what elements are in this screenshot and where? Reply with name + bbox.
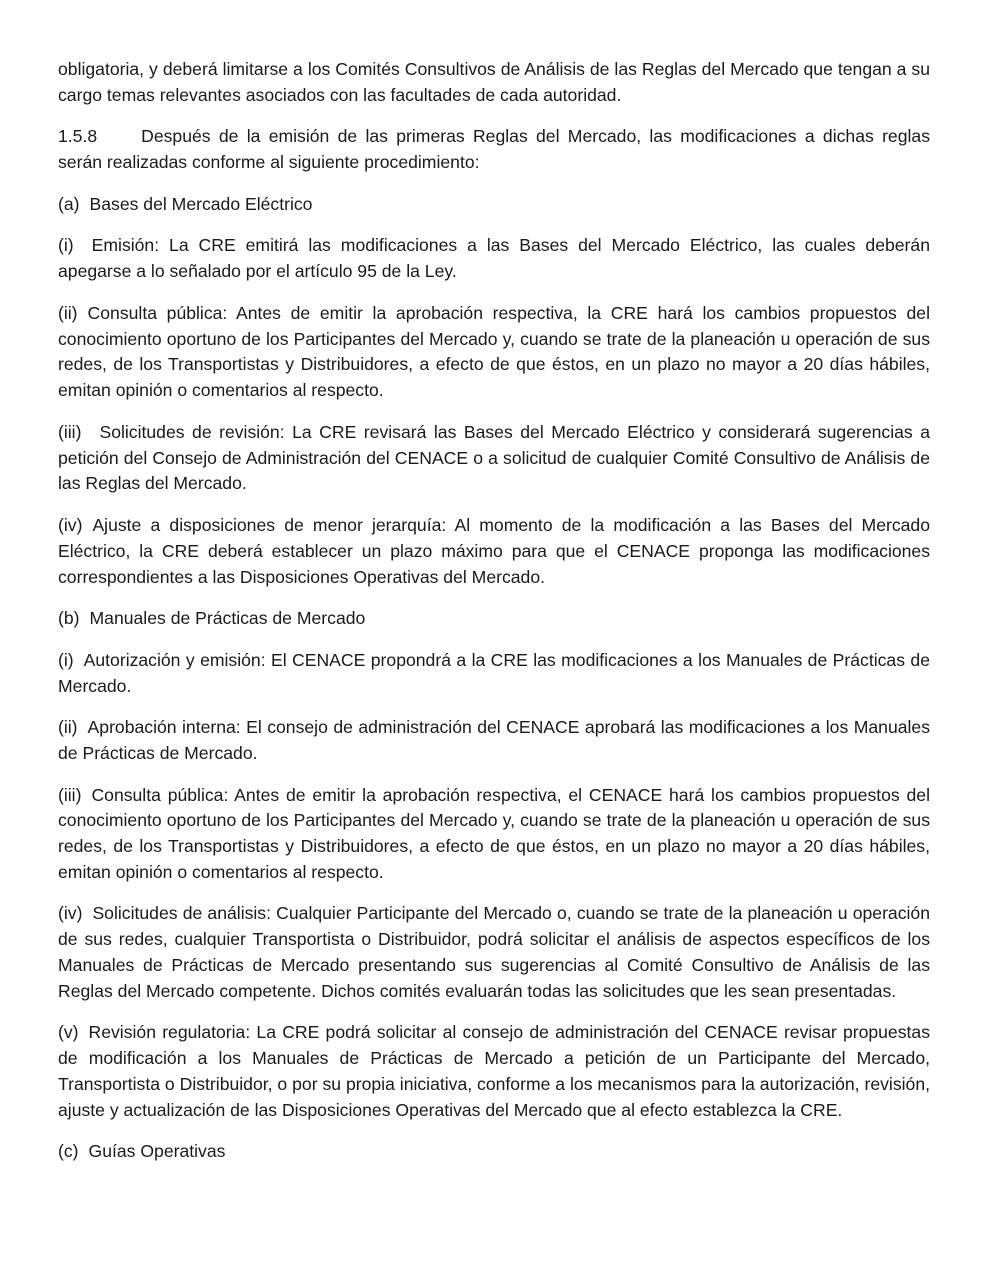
item-label: (b)	[58, 608, 80, 629]
paragraph	[58, 124, 930, 176]
list-item	[58, 513, 930, 590]
item-label: (iii)	[58, 421, 82, 442]
paragraph-text: Después de la emisión de las primeras Reglas del Mercado, las modificaciones a dichas reglas serán realizadas conforme al siguiente procedimiento:	[58, 126, 930, 173]
item-label: (c)	[58, 1141, 79, 1162]
item-label: (i)	[58, 649, 74, 670]
paragraph-text: Consulta pública: Antes de emitir la aprobación respectiva, el CENACE hará los cambios propuestos del conocimiento oportuno de los Participantes del Mercado y, cuando se trate de la planeación u operación de sus redes, de los Transportistas y Distribuidores, a efecto de que éstos, en un plazo no mayor a 20 días hábiles, emitan opinión o comentarios al respecto.	[58, 784, 930, 882]
list-item	[58, 301, 930, 404]
item-label: (iv)	[58, 903, 83, 924]
subheading	[58, 1139, 930, 1165]
list-item	[58, 715, 930, 767]
paragraph-text: obligatoria, y deberá limitarse a los Comités Consultivos de Análisis de las Reglas del Mercado que tengan a su cargo temas relevantes asociados con las facultades de cada autoridad.	[58, 59, 930, 105]
item-label: (i)	[58, 235, 74, 256]
list-item	[58, 233, 930, 285]
subheading	[58, 192, 930, 218]
paragraph-text: Aprobación interna: El consejo de administración del CENACE aprobará las modificaciones a los Manuales de Prácticas de Mercado.	[58, 717, 930, 763]
item-label: (v)	[58, 1022, 79, 1043]
list-item	[58, 901, 930, 1004]
item-label: (ii)	[58, 302, 78, 323]
paragraph-text: Solicitudes de revisión: La CRE revisará las Bases del Mercado Eléctrico y considerará sugerencias a petición del Consejo de Administración del CENACE o a solicitud de cualquier Comité Consultivo de Análisis de las Reglas del Mercado.	[58, 421, 930, 494]
list-item	[58, 420, 930, 497]
list-item	[58, 648, 930, 700]
paragraph-text: Consulta pública: Antes de emitir la aprobación respectiva, la CRE hará los cambios propuestos del conocimiento oportuno de los Participantes del Mercado y, cuando se trate de la planeación u operación de sus redes, de los Transportistas y Distribuidores, a efecto de que éstos, en un plazo no mayor a 20 días hábiles, emitan opinión o comentarios al respecto.	[58, 302, 930, 401]
item-label: (iv)	[58, 514, 83, 535]
subheading-text: Guías Operativas	[88, 1141, 226, 1162]
paragraph-text: Autorización y emisión: El CENACE propondrá a la CRE las modificaciones a los Manuales de Prácticas de Mercado.	[58, 649, 930, 696]
paragraph-text: Revisión regulatoria: La CRE podrá solicitar al consejo de administración del CENACE revisar propuestas de modificación a los Manuales de Prácticas de Mercado a petición de un Participante del Mercado, Transportista o Distribuidor, o por su propia iniciativa, conforme a los mecanismos para la autorización, revisión, ajuste y actualización de las Disposiciones Operativas del Mercado que al efecto establezca la CRE.	[58, 1022, 930, 1120]
list-item	[58, 783, 930, 886]
item-label: (a)	[58, 193, 80, 214]
subheading-text: Manuales de Prácticas de Mercado	[89, 608, 366, 629]
paragraph-text: Solicitudes de análisis: Cualquier Participante del Mercado o, cuando se trate de la planeación u operación de sus redes, cualquier Transportista o Distribuidor, podrá solicitar el análisis de aspectos específicos de los Manuales de Prácticas de Mercado presentando sus sugerencias al Comité Consultivo de Análisis de las Reglas del Mercado competente. Dichos comités evaluarán todas las solicitudes que les sean presentadas.	[58, 903, 930, 1001]
section-number: 1.5.8	[58, 126, 98, 147]
document-page	[58, 57, 930, 1181]
subheading	[58, 606, 930, 632]
list-item	[58, 1020, 930, 1123]
paragraph-text: Ajuste a disposiciones de menor jerarquía: Al momento de la modificación a las Bases del Mercado Eléctrico, la CRE deberá establecer un plazo máximo para que el CENACE proponga las modificaciones correspondientes a las Disposiciones Operativas del Mercado.	[58, 514, 930, 587]
item-label: (iii)	[58, 784, 82, 805]
item-label: (ii)	[58, 717, 78, 738]
paragraph	[58, 57, 930, 109]
subheading-text: Bases del Mercado Eléctrico	[89, 193, 313, 214]
paragraph-text: Emisión: La CRE emitirá las modificaciones a las Bases del Mercado Eléctrico, las cuales deberán apegarse a lo señalado por el artículo 95 de la Ley.	[58, 235, 930, 282]
